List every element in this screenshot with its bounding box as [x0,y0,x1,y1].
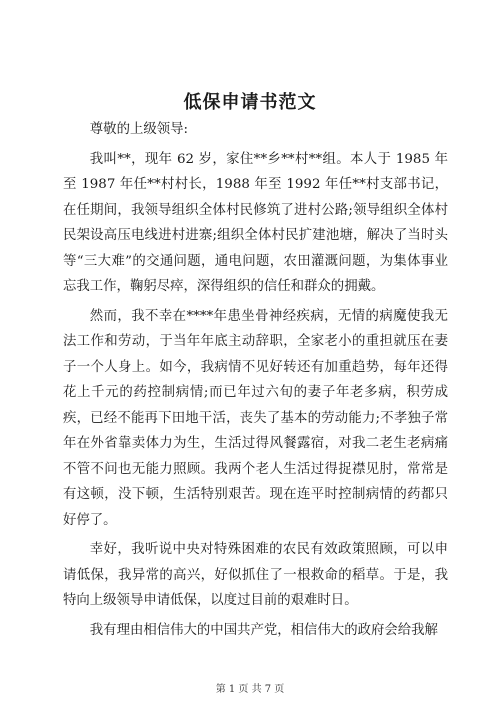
document-body [63,117,448,647]
document-title: 低保申请书范文 [183,92,317,113]
salutation: 尊敬的上级领导: [89,122,189,137]
paragraph-3: 幸好，我听说中央对特殊困难的农民有效政策照顾，可以申请低保，我异常的高兴，好似抓住了一根救命的稻草。于是，我特向上级领导申请低保，以度过目前的艰难时日。 [63,542,448,608]
page-footer: 第 1 页 共 7 页 [215,684,285,695]
paragraph-1: 我叫**，现年 62 岁，家住**乡**村**组。本人于 1985 年至 1987 年任**村村长，1988 年至 1992 年任**村支部书记，在任期间，我领导组织全体村民修筑了进村公路;领导组织全体村民架设高压电线进村进寨;组织全体村民扩建池塘，解决了当时头等“三大难”的交通问题，通电问题，农田灌溉问题，为集体事业忘我工作，鞠躬尽瘁，深得组织的信任和群众的拥戴。 [63,151,448,294]
paragraph-4: 我有理由相信伟大的中国共产党，相信伟大的政府会给我解 [89,622,438,638]
paragraph-2: 然而，我不幸在****年患坐骨神经疾病，无情的病魔使我无法工作和劳动，于当年年底主动辞职，全家老小的重担就压在妻子一个人身上。如今，我病情不见好转还有加重趋势，每年还得花上千元的药控制病情;而已年过六旬的妻子年老多病，积劳成疾，已经不能再下田地干活，丧失了基本的劳动能力;不孝独子常年在外省靠卖体力为生，生活过得风餐露宿，对我二老生老病痛不管不问也无能力照顾。我两个老人生活过得捉襟见肘，常常是有这顿，没下顿，生活特别艰苦。现在连平时控制病情的药都只好停了。 [63,308,448,528]
